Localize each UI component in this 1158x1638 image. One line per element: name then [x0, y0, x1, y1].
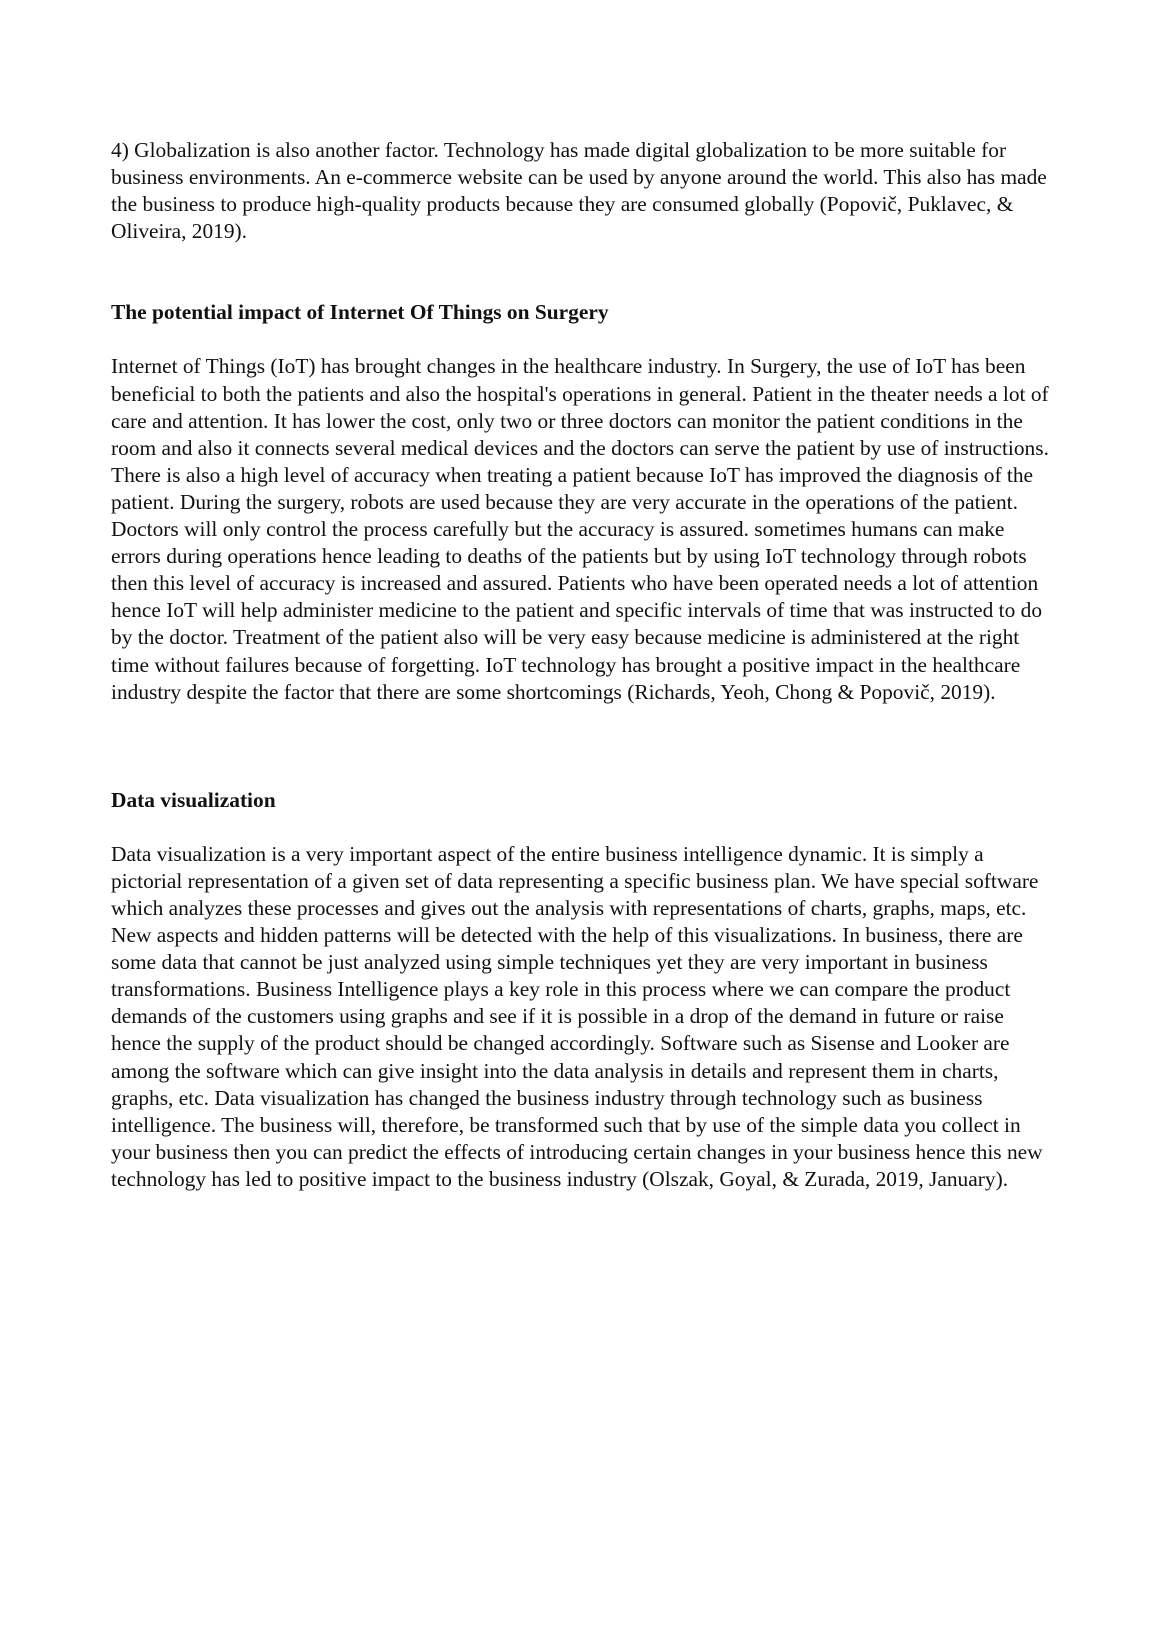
- paragraph-iot-surgery: Internet of Things (IoT) has brought changes in the healthcare industry. In Surgery, the use of IoT has been beneficial to both the patients and also the hospital's operations in general. Patient in the theater needs a lot of care and attention. It has lower the cost, only two or three doctors can monitor the patient conditions in the room and also it connects several medical devices and the doctors can serve the patient by use of instructions. There is also a high level of accuracy when treating a patient because IoT has improved the diagnosis of the patient. During the surgery, robots are used because they are very accurate in the operations of the patient. Doctors will only control the process carefully but the accuracy is assured. sometimes humans can make errors during operations hence leading to deaths of the patients but by using IoT technology through robots then this level of accuracy is increased and assured. Patients who have been operated needs a lot of attention hence IoT will help administer medicine to the patient and specific intervals of time that was instructed to do by the doctor. Treatment of the patient also will be very easy because medicine is administered at the right time without failures because of forgetting. IoT technology has brought a positive impact in the healthcare industry despite the factor that there are some shortcomings (Richards, Yeoh, Chong & Popovič, 2019).: [111, 354, 1049, 704]
- paragraph-data-visualization: Data visualization is a very important aspect of the entire business intelligence dynamic. It is simply a pictorial representation of a given set of data representing a specific business plan. We have special software which analyzes these processes and gives out the analysis with representations of charts, graphs, maps, etc. New aspects and hidden patterns will be detected with the help of this visualizations. In business, there are some data that cannot be just analyzed using simple techniques yet they are very important in business transformations. Business Intelligence plays a key role in this process where we can compare the product demands of the customers using graphs and see if it is possible in a drop of the demand in future or raise hence the supply of the product should be changed accordingly. Software such as Sisense and Looker are among the software which can give insight into the data analysis in details and represent them in charts, graphs, etc. Data visualization has changed the business industry through technology such as business intelligence. The business will, therefore, be transformed such that by use of the simple data you collect in your business then you can predict the effects of introducing certain changes in your business hence this new technology has led to positive impact to the business industry (Olszak, Goyal, & Zurada, 2019, January).: [111, 841, 1043, 1191]
- heading-iot-surgery: The potential impact of Internet Of Things on Surgery: [111, 300, 609, 325]
- heading-data-visualization: Data visualization: [111, 787, 276, 812]
- document-body: [111, 137, 1056, 1193]
- paragraph-globalization: 4) Globalization is also another factor. Technology has made digital globalization to be more suitable for business environments. An e-commerce website can be used by anyone around the world. This also has made the business to produce high-quality products because they are consumed globally (Popovič, Puklavec, & Oliveira, 2019).: [111, 138, 1047, 244]
